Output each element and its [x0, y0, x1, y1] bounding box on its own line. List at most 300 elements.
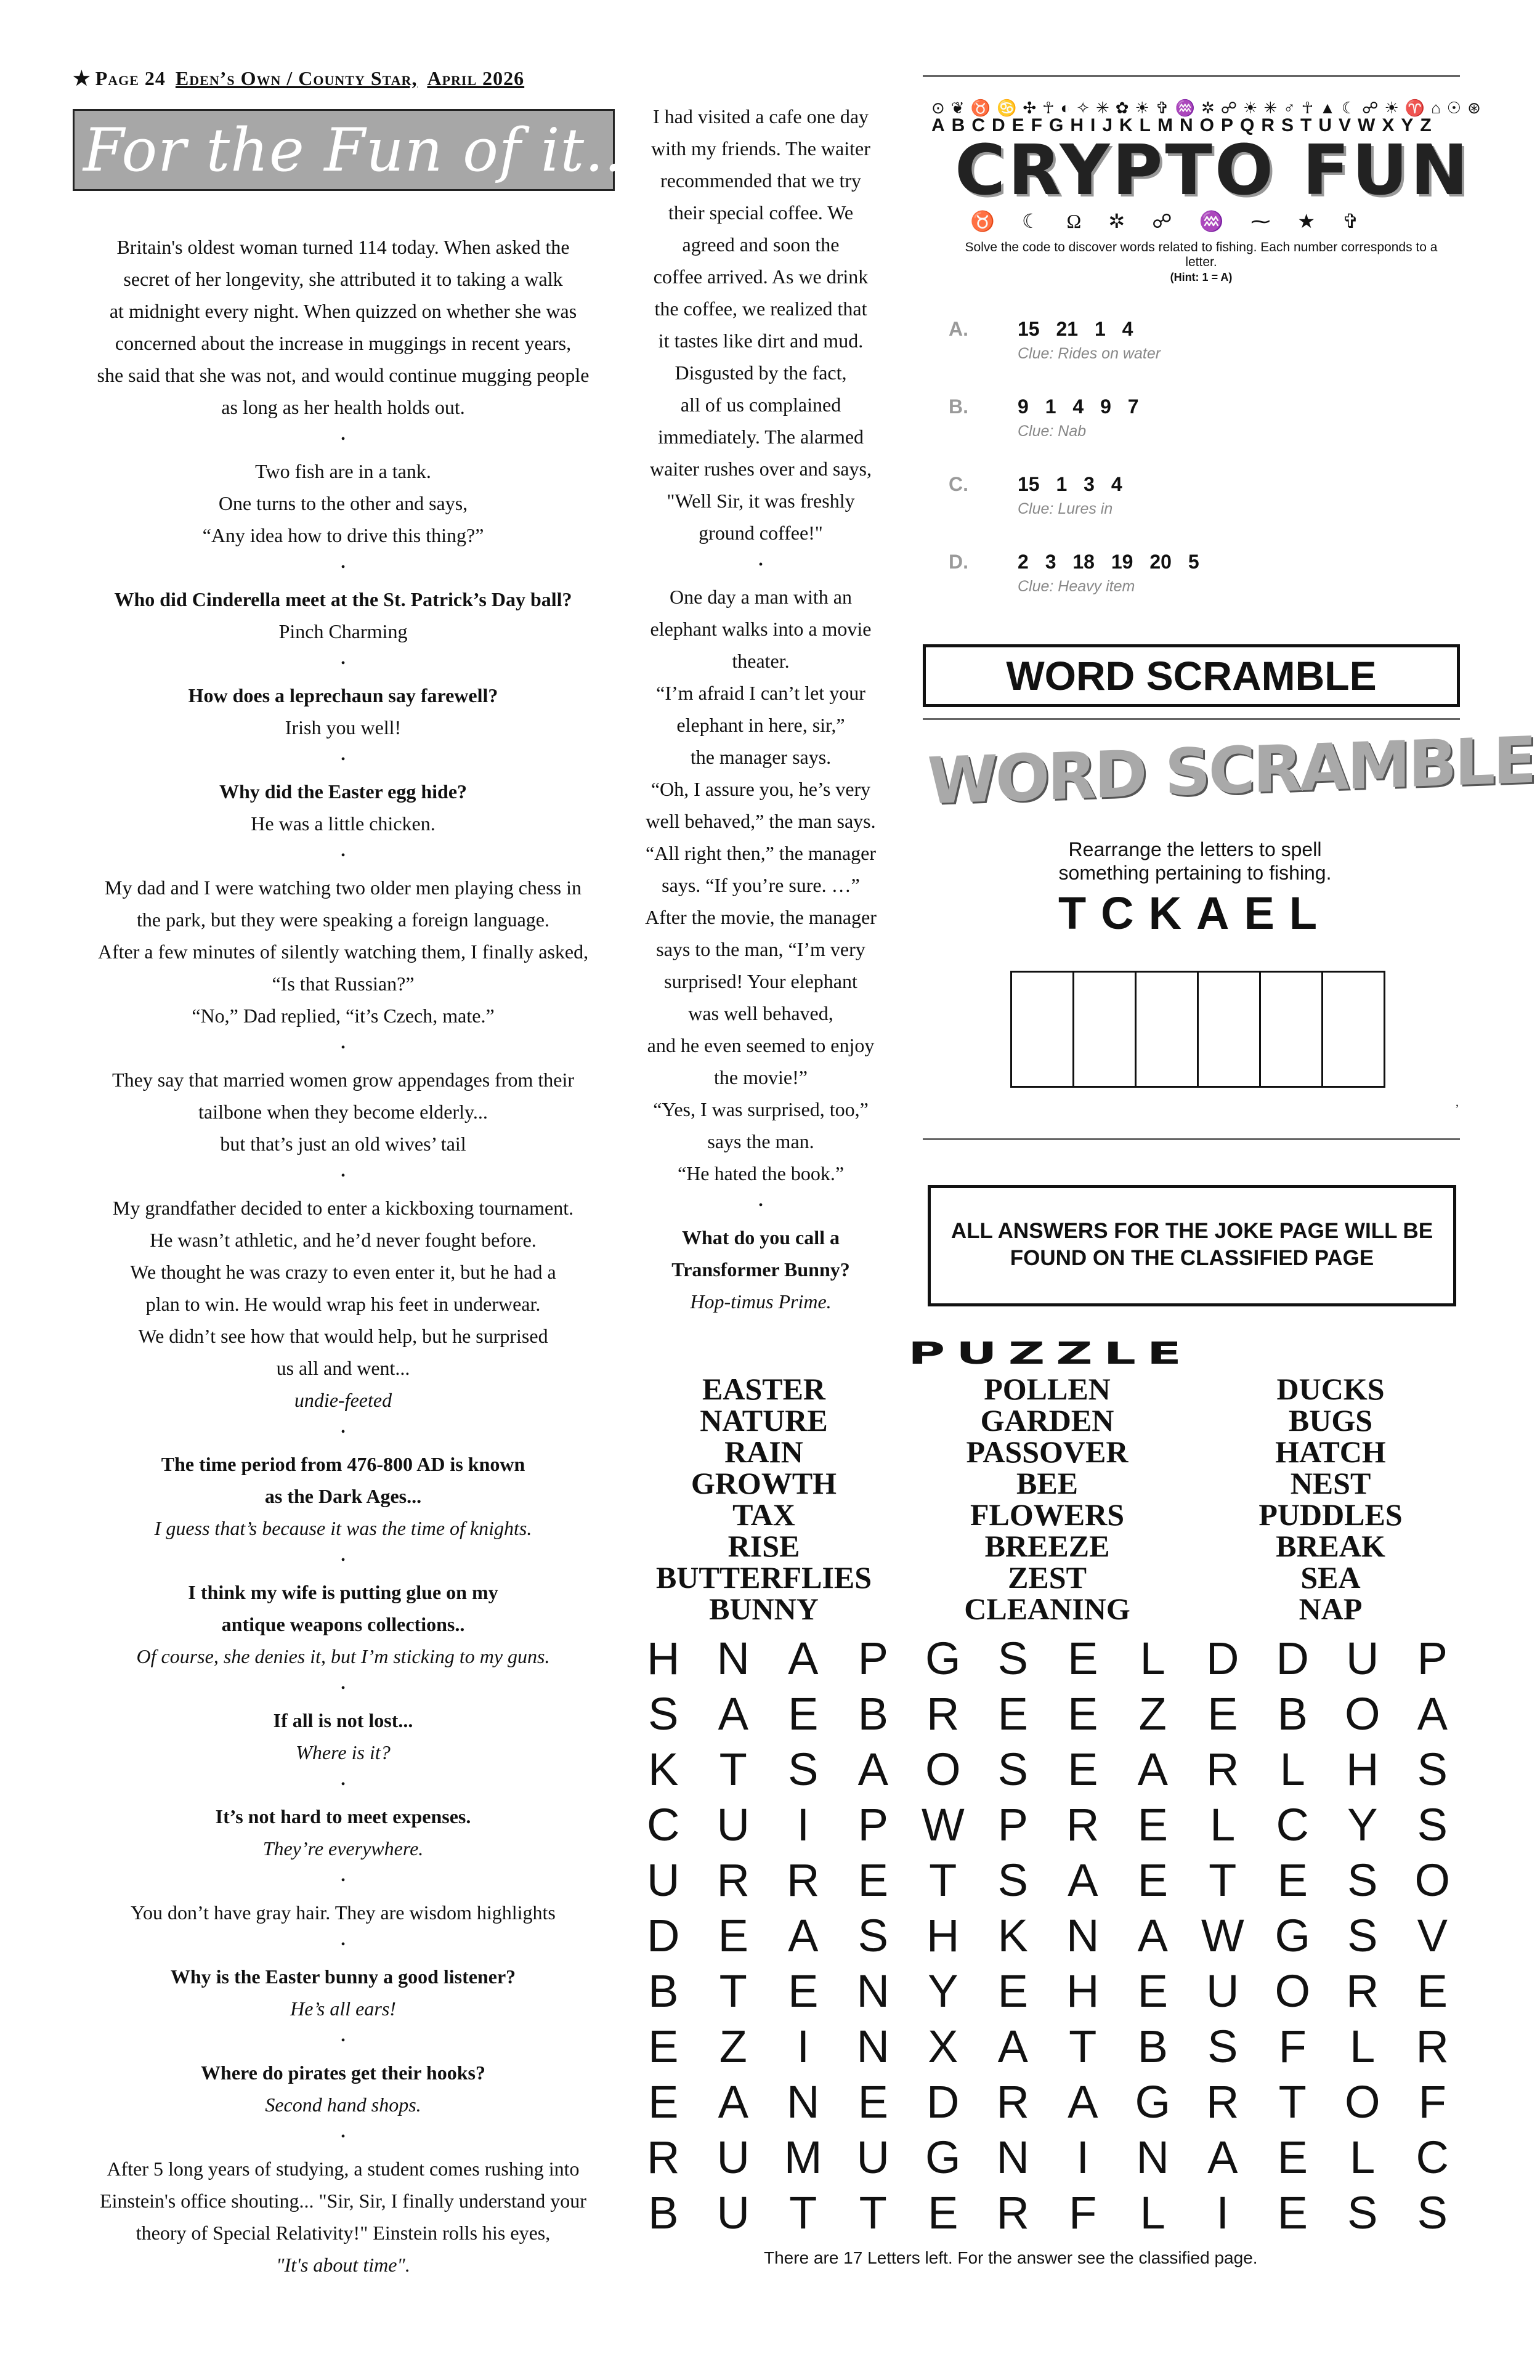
grid-letter[interactable]: R	[1206, 2076, 1239, 2127]
joke-line: says the man.	[707, 1130, 814, 1152]
grid-letter[interactable]: T	[719, 1744, 747, 1795]
grid-letter[interactable]: R	[1346, 1965, 1379, 2017]
grid-letter[interactable]: S	[1207, 2021, 1238, 2072]
bullet-separator: •	[341, 2034, 346, 2047]
grid-letter[interactable]: S	[1347, 2187, 1378, 2238]
clue-letter: A.	[949, 318, 968, 340]
joke-line: My dad and I were watching two older men playing chess in	[104, 876, 582, 899]
grid-letter[interactable]: E	[648, 2021, 679, 2072]
crypto-hint: (Hint: 1 = A)	[1170, 271, 1233, 283]
joke-line: their special coffee. We	[668, 201, 854, 224]
grid-letter[interactable]: T	[1069, 2021, 1097, 2072]
clue-numbers: 15 1 3 4	[1018, 473, 1122, 495]
grid-letter[interactable]: L	[1140, 1633, 1165, 1684]
grid-letter[interactable]: U	[1206, 1965, 1239, 2017]
joke-line: antique weapons collections..	[221, 1613, 465, 1635]
word-list-item: CLEANING	[964, 1592, 1130, 1626]
joke-line: “Any idea how to drive this thing?”	[202, 524, 484, 546]
grid-letter[interactable]: T	[789, 2187, 817, 2238]
grid-letter[interactable]: E	[997, 1965, 1028, 2017]
joke-line: agreed and soon the	[682, 233, 840, 256]
grid-letter[interactable]: Y	[1347, 1799, 1378, 1850]
grid-letter[interactable]: G	[1135, 2076, 1171, 2127]
grid-letter[interactable]: I	[1076, 2132, 1090, 2183]
grid-row	[628, 2019, 1467, 2074]
bullet-separator: •	[341, 753, 346, 766]
joke-line: "It's about time".	[276, 2254, 410, 2276]
joke-line: plan to win. He would wrap his feet in underwear.	[145, 1293, 541, 1315]
clue-hint: Clue: Rides on water	[1018, 345, 1161, 362]
grid-letter[interactable]: W	[921, 1799, 965, 1850]
grid-letter[interactable]: H	[1346, 1744, 1379, 1795]
word-list-item: HATCH	[1275, 1435, 1386, 1469]
clue-letter: B.	[949, 395, 968, 418]
grid-letter[interactable]: A	[857, 1744, 888, 1795]
grid-letter[interactable]: N	[716, 1633, 750, 1684]
joke-line: “Yes, I was surprised, too,”	[653, 1098, 869, 1120]
grid-letter[interactable]: Z	[1138, 1688, 1167, 1739]
grid-letter[interactable]: L	[1140, 2187, 1165, 2238]
joke-line: it tastes like dirt and mud.	[658, 330, 864, 352]
grid-letter[interactable]: A	[1137, 1744, 1168, 1795]
grid-letter[interactable]: N	[787, 2076, 820, 2127]
grid-row	[628, 2185, 1467, 2241]
puzzle-title: PUZZLE	[908, 1336, 1193, 1371]
joke-line: surprised! Your elephant	[664, 970, 857, 992]
grid-letter[interactable]: E	[648, 2076, 679, 2127]
grid-letter[interactable]: T	[719, 1965, 747, 2017]
word-scramble-header: WORD SCRAMBLE	[923, 644, 1460, 707]
grid-letter[interactable]: S	[1417, 1744, 1448, 1795]
joke-line: tailbone when they become elderly...	[198, 1101, 488, 1123]
joke-line: says. “If you’re sure. …”	[662, 874, 860, 896]
grid-letter[interactable]: P	[857, 1799, 888, 1850]
grid-letter[interactable]: A	[997, 2021, 1028, 2072]
joke-line: "Well Sir, it was freshly	[667, 490, 855, 512]
grid-letter[interactable]: B	[857, 1688, 888, 1739]
section-title: For the Fun of it...	[83, 115, 643, 185]
word-list-item: BREEZE	[984, 1529, 1110, 1563]
stray-mark: ʼ	[1455, 1103, 1459, 1116]
grid-letter[interactable]: N	[1066, 1910, 1100, 1961]
grid-letter[interactable]: E	[857, 2076, 888, 2127]
grid-letter[interactable]: B	[1137, 2021, 1168, 2072]
word-list-item: PASSOVER	[966, 1435, 1129, 1469]
grid-letter[interactable]: R	[996, 2076, 1029, 2127]
joke-line: My grandfather decided to enter a kickboxing tournament.	[112, 1197, 574, 1219]
joke-line: well behaved,” the man says.	[646, 810, 876, 832]
crypto-title: CRYPTO FUN	[955, 131, 1471, 211]
grid-letter[interactable]: E	[1137, 1799, 1168, 1850]
word-search-grid[interactable]	[628, 1631, 1467, 2241]
grid-letter[interactable]: S	[1417, 1799, 1448, 1850]
grid-letter[interactable]: F	[1278, 2021, 1307, 2072]
joke-line: We thought he was crazy to even enter it, but he had a	[130, 1261, 556, 1283]
grid-letter[interactable]: D	[647, 1910, 680, 1961]
joke-line: You don’t have gray hair. They are wisdom highlights	[131, 1901, 556, 1924]
instruction-line: something pertaining to fishing.	[1058, 862, 1332, 884]
grid-letter[interactable]: N	[1136, 2132, 1169, 2183]
grid-row	[628, 2074, 1467, 2130]
bullet-separator: •	[341, 561, 346, 574]
word-list-item: TAX	[732, 1497, 795, 1532]
grid-letter[interactable]: I	[1216, 2187, 1230, 2238]
joke-line: with my friends. The waiter	[651, 137, 870, 160]
joke-line: the coffee, we realized that	[654, 298, 867, 320]
masthead	[73, 67, 524, 90]
grid-letter[interactable]: S	[648, 1688, 679, 1739]
grid-letter[interactable]: O	[1414, 1855, 1451, 1906]
word-scramble-graphic: WORD SCRAMBLE	[927, 722, 1534, 819]
grid-letter[interactable]: E	[1417, 1965, 1448, 2017]
joke-line: After 5 long years of studying, a student comes rushing into	[107, 2158, 580, 2180]
joke-line: I had visited a cafe one day	[652, 105, 869, 127]
joke-line: It’s not hard to meet expenses.	[215, 1805, 471, 1827]
grid-letter[interactable]: L	[1279, 1744, 1305, 1795]
grid-letter[interactable]: C	[1416, 2132, 1449, 2183]
joke-line: recommended that we try	[660, 169, 862, 192]
grid-letter[interactable]: E	[718, 1910, 748, 1961]
grid-letter[interactable]: H	[926, 1910, 960, 1961]
grid-letter[interactable]: E	[1068, 1633, 1098, 1684]
grid-row	[628, 1686, 1467, 1742]
grid-letter[interactable]: I	[796, 1799, 810, 1850]
grid-letter[interactable]: E	[1137, 1855, 1168, 1906]
word-list-item: BREAK	[1276, 1529, 1385, 1563]
bullet-separator: •	[341, 849, 346, 862]
grid-letter[interactable]: R	[1206, 1744, 1239, 1795]
joke-line: One turns to the other and says,	[218, 492, 468, 514]
grid-letter[interactable]: R	[926, 1688, 960, 1739]
word-list-item: FLOWERS	[970, 1497, 1125, 1532]
divider	[923, 718, 1460, 720]
grid-letter[interactable]: G	[1275, 1910, 1311, 1961]
answers-note-line: ALL ANSWERS FOR THE JOKE PAGE WILL BE	[950, 1219, 1433, 1243]
grid-row	[628, 1964, 1467, 2019]
grid-letter[interactable]: N	[856, 2021, 890, 2072]
grid-letter[interactable]: U	[856, 2132, 890, 2183]
bullet-separator: •	[341, 657, 346, 670]
grid-letter[interactable]: S	[788, 1744, 819, 1795]
grid-letter[interactable]: E	[928, 2187, 958, 2238]
clue-numbers: 9 1 4 9 7	[1018, 395, 1139, 418]
joke-line: coffee arrived. As we drink	[653, 265, 869, 288]
grid-letter[interactable]: A	[1137, 1910, 1168, 1961]
paper-name: Eden’s Own / County Star,	[175, 67, 418, 89]
grid-letter[interactable]: E	[1137, 1965, 1168, 2017]
grid-letter[interactable]: G	[925, 2132, 961, 2183]
grid-letter[interactable]: F	[1069, 2187, 1097, 2238]
grid-letter[interactable]: O	[1344, 1688, 1380, 1739]
joke-line: He’s all ears!	[290, 1997, 396, 2020]
answers-note	[928, 1185, 1456, 1306]
clue-hint: Clue: Heavy item	[1018, 578, 1135, 595]
word-list-item: ZEST	[1008, 1560, 1087, 1595]
grid-letter[interactable]: X	[928, 2021, 958, 2072]
joke-line: How does a leprechaun say farewell?	[188, 684, 498, 706]
joke-line: Second hand shops.	[265, 2094, 421, 2116]
grid-letter[interactable]: Y	[928, 1965, 958, 2017]
joke-line: “All right then,” the manager	[645, 842, 877, 864]
grid-letter[interactable]: T	[859, 2187, 887, 2238]
joke-line: secret of her longevity, she attributed it to taking a walk	[123, 268, 563, 290]
grid-letter[interactable]: E	[997, 1688, 1028, 1739]
divider	[923, 75, 1460, 77]
grid-row	[628, 1853, 1467, 1908]
joke-line: “I’m afraid I can’t let your	[656, 682, 865, 704]
grid-letter[interactable]: N	[856, 1965, 890, 2017]
word-list-col-1	[641, 1374, 887, 1625]
grid-letter[interactable]: T	[929, 1855, 957, 1906]
grid-letter[interactable]: E	[1068, 1688, 1098, 1739]
joke-line: as long as her health holds out.	[221, 396, 465, 418]
answer-box[interactable]	[1199, 973, 1261, 1086]
grid-letter[interactable]: L	[1210, 1799, 1236, 1850]
grid-letter[interactable]: R	[647, 2132, 680, 2183]
grid-letter[interactable]: S	[1417, 2187, 1448, 2238]
joke-line: the movie!”	[714, 1066, 808, 1088]
joke-line: If all is not lost...	[273, 1709, 413, 1731]
bullet-separator: •	[341, 2130, 346, 2143]
grid-letter[interactable]: A	[1068, 2076, 1098, 2127]
word-list-item: SEA	[1300, 1560, 1361, 1595]
grid-letter[interactable]: A	[718, 2076, 748, 2127]
grid-letter[interactable]: C	[647, 1799, 680, 1850]
joke-line: says to the man, “I’m very	[656, 938, 865, 960]
grid-letter[interactable]: P	[1417, 1633, 1448, 1684]
grid-letter[interactable]: A	[1417, 1688, 1448, 1739]
grid-letter[interactable]: H	[647, 1633, 680, 1684]
joke-line: They’re everywhere.	[262, 1837, 424, 1860]
joke-line: “No,” Dad replied, “it’s Czech, mate.”	[192, 1005, 495, 1027]
bullet-separator: •	[341, 1778, 346, 1791]
joke-line: What do you call a	[681, 1226, 840, 1249]
grid-letter[interactable]: U	[1346, 1633, 1379, 1684]
clue-letter: D.	[949, 551, 968, 573]
clue-numbers: 2 3 18 19 20 5	[1018, 551, 1199, 573]
word-scramble-instructions	[949, 838, 1441, 884]
grid-letter[interactable]: E	[857, 1855, 888, 1906]
joke-line: Einstein's office shouting... "Sir, Sir, I finally understand your	[100, 2190, 586, 2212]
joke-line: at midnight every night. When quizzed on whether she was	[109, 300, 577, 322]
grid-letter[interactable]: P	[997, 1799, 1028, 1850]
joke-line: undie-feeted	[294, 1389, 392, 1411]
word-list-item: EASTER	[702, 1372, 826, 1406]
grid-letter[interactable]: L	[1350, 2132, 1376, 2183]
answer-box[interactable]	[1137, 973, 1199, 1086]
joke-line: I think my wife is putting glue on my	[188, 1581, 498, 1603]
grid-letter[interactable]: S	[997, 1744, 1028, 1795]
joke-line: was well behaved,	[688, 1002, 833, 1024]
joke-line: They say that married women grow appendages from their	[112, 1069, 574, 1091]
grid-letter[interactable]: U	[716, 2132, 750, 2183]
crypto-instructions-text: Solve the code to discover words related to fishing. Each number corresponds to a letter.	[965, 240, 1438, 269]
grid-letter[interactable]: S	[857, 1910, 888, 1961]
jokes-column-left	[69, 231, 617, 2281]
word-list-item: GROWTH	[691, 1466, 837, 1500]
instruction-line: Rearrange the letters to spell	[1068, 838, 1322, 860]
grid-letter[interactable]: T	[1209, 1855, 1237, 1906]
joke-line: waiter rushes over and says,	[650, 458, 872, 480]
answer-box[interactable]	[1261, 973, 1323, 1086]
divider	[923, 1138, 1460, 1140]
bullet-separator: •	[341, 1169, 346, 1183]
bullet-separator: •	[341, 432, 346, 446]
joke-line: Where is it?	[296, 1741, 391, 1763]
answer-box[interactable]	[1074, 973, 1137, 1086]
puzzle-note: There are 17 Letters left. For the answer see the classified page.	[764, 2248, 1258, 2267]
grid-letter[interactable]: A	[1207, 2132, 1238, 2183]
word-list-item: BUGS	[1288, 1403, 1373, 1438]
cipher-symbols: ⊙❦♉♋✣☥◐✧✳✿☀✞♒✲☍☀✳♂☥▲☾☍☀♈⌂☉⊛	[931, 99, 1487, 117]
grid-letter[interactable]: D	[1276, 1633, 1309, 1684]
section-banner	[73, 109, 643, 191]
grid-letter[interactable]: E	[1277, 2132, 1308, 2183]
grid-letter[interactable]: R	[716, 1855, 750, 1906]
grid-letter[interactable]: G	[925, 1633, 961, 1684]
grid-letter[interactable]: B	[1277, 1688, 1308, 1739]
grid-row	[628, 1908, 1467, 1964]
joke-line: “Oh, I assure you, he’s very	[650, 778, 871, 800]
joke-line: I guess that’s because it was the time of knights.	[154, 1517, 532, 1539]
grid-letter[interactable]: E	[1207, 1688, 1238, 1739]
answer-boxes[interactable]	[1010, 971, 1385, 1088]
joke-line: the manager says.	[690, 746, 832, 768]
joke-line: but that’s just an old wives’ tail	[220, 1133, 466, 1155]
grid-letter[interactable]: S	[997, 1855, 1028, 1906]
grid-letter[interactable]: T	[1278, 2076, 1307, 2127]
grid-letter[interactable]: B	[648, 1965, 679, 2017]
joke-line: as the Dark Ages...	[264, 1485, 422, 1507]
grid-letter[interactable]: D	[1206, 1633, 1239, 1684]
word-list-item: BUNNY	[709, 1592, 819, 1626]
grid-letter[interactable]: P	[857, 1633, 888, 1684]
grid-letter[interactable]: O	[1344, 2076, 1380, 2127]
joke-line: ground coffee!"	[699, 522, 823, 544]
bullet-separator: •	[758, 1199, 763, 1212]
word-list-item: NAP	[1299, 1592, 1363, 1626]
word-list-item: PUDDLES	[1258, 1497, 1403, 1532]
grid-letter[interactable]: S	[1347, 1855, 1378, 1906]
joke-line: Britain's oldest woman turned 114 today. When asked the	[116, 236, 570, 258]
grid-letter[interactable]: S	[997, 1633, 1028, 1684]
grid-letter[interactable]: C	[1276, 1799, 1309, 1850]
grid-letter[interactable]: E	[1068, 1744, 1098, 1795]
joke-line: us all and went...	[276, 1357, 410, 1379]
joke-line: “Is that Russian?”	[272, 973, 415, 995]
joke-line: After a few minutes of silently watching them, I finally asked,	[97, 941, 589, 963]
word-list-item: GARDEN	[980, 1403, 1114, 1438]
grid-letter[interactable]: R	[1416, 2021, 1449, 2072]
grid-letter[interactable]: E	[1277, 2187, 1308, 2238]
grid-letter[interactable]: H	[1066, 1965, 1100, 2017]
grid-letter[interactable]: A	[788, 1633, 819, 1684]
answer-box[interactable]	[1323, 973, 1384, 1086]
joke-line: He was a little chicken.	[251, 812, 436, 835]
grid-letter[interactable]: O	[1275, 1965, 1311, 2017]
joke-line: Irish you well!	[285, 716, 402, 739]
bullet-separator: •	[758, 558, 763, 572]
word-list-col-3	[1207, 1374, 1454, 1625]
jokes-column-middle	[634, 100, 887, 1318]
bullet-separator: •	[341, 1938, 346, 1951]
bullet-separator: •	[341, 1041, 346, 1054]
grid-letter[interactable]: R	[996, 2187, 1029, 2238]
grid-letter[interactable]: Z	[719, 2021, 747, 2072]
grid-letter[interactable]: F	[1418, 2076, 1446, 2127]
joke-line: she said that she was not, and would continue mugging people	[97, 364, 590, 386]
grid-letter[interactable]: U	[716, 1799, 750, 1850]
grid-letter[interactable]: L	[1350, 2021, 1376, 2072]
grid-row	[628, 1797, 1467, 1853]
grid-letter[interactable]: B	[648, 2187, 679, 2238]
grid-letter[interactable]: O	[925, 1744, 961, 1795]
grid-letter[interactable]: U	[647, 1855, 680, 1906]
word-list-item: BUTTERFLIES	[655, 1560, 872, 1595]
grid-letter[interactable]: R	[1066, 1799, 1100, 1850]
joke-line: elephant walks into a movie	[650, 618, 872, 640]
word-list-item: DUCKS	[1276, 1372, 1385, 1406]
grid-letter[interactable]: K	[997, 1910, 1028, 1961]
grid-letter[interactable]: E	[788, 1965, 819, 2017]
grid-letter[interactable]: S	[1347, 1910, 1378, 1961]
word-list-item: NEST	[1290, 1466, 1371, 1500]
clue-hint: Clue: Nab	[1018, 423, 1087, 440]
joke-line: Transformer Bunny?	[671, 1258, 850, 1281]
word-list-item: RAIN	[724, 1435, 803, 1469]
grid-letter[interactable]: E	[1277, 1855, 1308, 1906]
grid-row	[628, 2130, 1467, 2185]
grid-letter[interactable]: A	[718, 1688, 748, 1739]
grid-letter[interactable]: U	[716, 2187, 750, 2238]
grid-letter[interactable]: D	[926, 2076, 960, 2127]
joke-line: all of us complained	[680, 394, 841, 416]
joke-line: Who did Cinderella meet at the St. Patrick’s Day ball?	[114, 588, 572, 610]
clue-letter: C.	[949, 473, 968, 495]
grid-letter[interactable]: V	[1417, 1910, 1448, 1961]
grid-letter[interactable]: A	[1068, 1855, 1098, 1906]
issue-date: April 2026	[427, 67, 525, 89]
grid-letter[interactable]: W	[1201, 1910, 1244, 1961]
scrambled-word: TCKAEL	[1058, 888, 1332, 939]
grid-letter[interactable]: K	[648, 1744, 679, 1795]
joke-line: Of course, she denies it, but I’m sticking to my guns.	[136, 1645, 550, 1667]
joke-line: Why is the Easter bunny a good listener?	[170, 1965, 516, 1988]
crypto-title-symbols: ♉☾Ω✲☍♒⁓★✞	[970, 210, 1386, 232]
joke-line: We didn’t see how that would help, but he surprised	[138, 1325, 548, 1347]
grid-letter[interactable]: M	[784, 2132, 822, 2183]
word-list-item: NATURE	[700, 1403, 828, 1438]
joke-line: Two fish are in a tank.	[255, 460, 431, 482]
grid-letter[interactable]: R	[787, 1855, 820, 1906]
clue-hint: Clue: Lures in	[1018, 500, 1113, 517]
grid-letter[interactable]: A	[788, 1910, 819, 1961]
cipher-alphabet: ABCDEFGHIJKLMNOPQRSTUVWXYZ	[931, 115, 1438, 136]
bullet-separator: •	[341, 1874, 346, 1887]
star-icon: ★	[73, 67, 91, 89]
grid-letter[interactable]: I	[796, 2021, 810, 2072]
grid-letter[interactable]: N	[996, 2132, 1029, 2183]
word-list-item: BEE	[1016, 1466, 1079, 1500]
joke-line: He wasn’t athletic, and he’d never fought before.	[150, 1229, 537, 1251]
answer-box[interactable]	[1012, 973, 1074, 1086]
answers-note-line: FOUND ON THE CLASSIFIED PAGE	[1010, 1246, 1374, 1270]
joke-line: Disgusted by the fact,	[675, 362, 847, 384]
joke-line: theory of Special Relativity!" Einstein rolls his eyes,	[136, 2222, 551, 2244]
bullet-separator: •	[341, 1682, 346, 1695]
grid-letter[interactable]: E	[788, 1688, 819, 1739]
grid-row	[628, 1631, 1467, 1686]
